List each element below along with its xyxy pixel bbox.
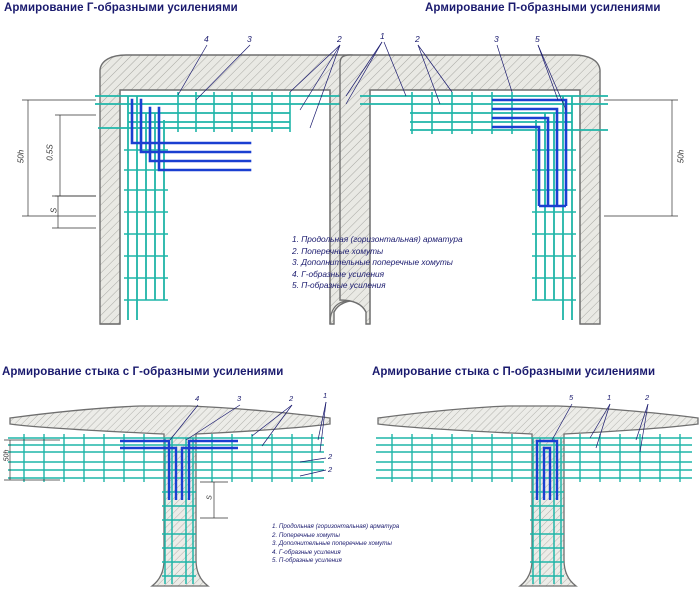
legend-top <box>292 234 463 292</box>
callout-bottom-left-4: 4 <box>195 394 200 403</box>
legend-top-item-3: 3. Дополнительные поперечные хомуты <box>292 257 453 268</box>
callout-bottom-left-2b: 2 <box>328 452 333 461</box>
legend-bottom-item-5: 5. П-образные усиления <box>272 557 342 565</box>
callout-top-right-2: 2 <box>415 34 420 44</box>
callout-bottom-left-2c: 2 <box>328 465 333 474</box>
legend-bottom-item-4: 4. Г-образные усиления <box>272 548 341 556</box>
title-bottom-right: Армирование стыка с П-образными усилениями <box>372 366 656 378</box>
callout-top-left-4: 4 <box>204 34 209 44</box>
callout-bottom-right-5: 5 <box>569 393 574 402</box>
legend-top-item-1: 1. Продольная (горизонтальная) арматура <box>292 234 463 244</box>
dimension-lines-top-right <box>604 100 678 216</box>
callout-top-right-3: 3 <box>494 34 499 44</box>
legend-bottom-item-2: 2. Поперечные хомуты <box>272 531 340 539</box>
callout-top-left-1: 1 <box>380 31 385 41</box>
callout-bottom-left-1: 1 <box>323 391 328 400</box>
title-bottom-left: Армирование стыка с Г-образными усилениями <box>2 366 284 378</box>
dimension-lines-top-left <box>22 100 96 228</box>
legend-bottom-item-1: 1. Продольная (горизонтальная) арматура <box>272 523 400 530</box>
title-top-right: Армирование П-образными усилениями <box>425 2 661 14</box>
dimension-bottom-left-50h: 50h <box>3 449 11 462</box>
callout-top-left-2: 2 <box>337 34 342 44</box>
callout-bottom-left-3: 3 <box>237 394 242 403</box>
callout-bottom-right-2: 2 <box>645 393 650 402</box>
legend-top-item-5: 5. П-образные усиления <box>292 280 386 291</box>
dimension-top-left-05s: 0.5S <box>45 144 55 161</box>
dimension-top-left-s: S <box>49 207 59 214</box>
dimension-top-left-50h: 50h <box>16 149 26 164</box>
legend-top-item-2: 2. Поперечные хомуты <box>292 245 384 256</box>
title-top-left: Армирование Г-образными усилениями <box>4 2 238 14</box>
callout-bottom-left-2: 2 <box>289 394 294 403</box>
callout-bottom-right-1: 1 <box>607 393 612 402</box>
legend-top-item-4: 4. Г-образные усиления <box>292 268 385 279</box>
callout-top-right-5: 5 <box>535 34 540 44</box>
legend-bottom <box>272 523 399 566</box>
legend-bottom-item-3: 3. Дополнительные поперечные хомуты <box>272 540 392 548</box>
dimension-top-right-50h: 50h <box>676 149 686 164</box>
dimension-bottom-left-s: S <box>206 495 214 500</box>
callout-top-left-3: 3 <box>247 34 252 44</box>
